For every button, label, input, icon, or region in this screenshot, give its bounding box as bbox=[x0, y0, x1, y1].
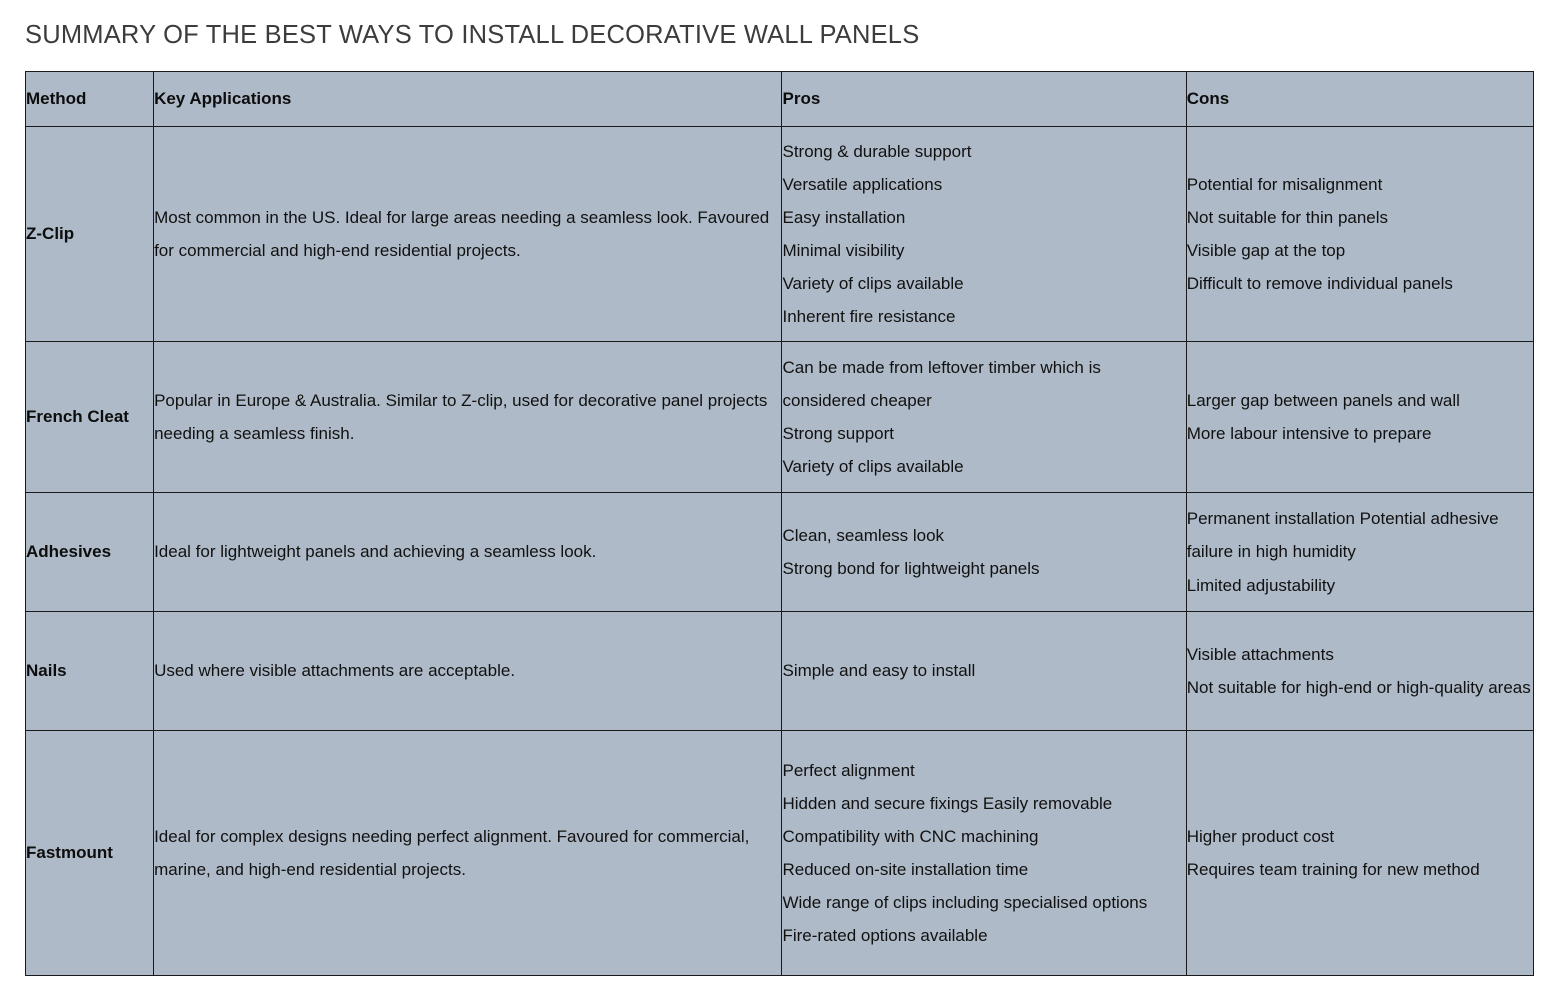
table-row bbox=[26, 342, 1534, 493]
table-header-row bbox=[26, 72, 1534, 127]
pros-item: Compatibility with CNC machining bbox=[782, 826, 1039, 846]
cell-cons bbox=[1186, 127, 1533, 342]
table-row bbox=[26, 127, 1534, 342]
pros-item: Variety of clips available bbox=[782, 457, 964, 477]
pros-item: Minimal visibility bbox=[782, 241, 905, 260]
cons-item: Difficult to remove individual panels bbox=[1186, 274, 1453, 294]
cell-method bbox=[26, 493, 154, 612]
column-header-applications[interactable]: Key Applications bbox=[154, 72, 782, 127]
pros-item: Can be made from leftover timber which is considered cheaper bbox=[782, 357, 1101, 410]
pros-item: Versatile applications bbox=[782, 174, 943, 194]
pros-item: Perfect alignment bbox=[782, 760, 915, 780]
cell-pros bbox=[782, 342, 1186, 493]
cell-cons bbox=[1186, 342, 1533, 493]
cell-applications bbox=[154, 612, 782, 731]
cell-cons bbox=[1186, 731, 1533, 976]
cell-applications bbox=[154, 731, 782, 976]
cell-cons bbox=[1186, 612, 1533, 731]
cell-cons bbox=[1186, 493, 1533, 612]
pros-item: Strong support bbox=[782, 424, 894, 443]
column-header-pros[interactable]: Pros bbox=[782, 72, 1186, 127]
summary-table bbox=[25, 71, 1534, 976]
cons-item: Permanent installation Potential adhesive failure in high humidity bbox=[1186, 509, 1499, 562]
pros-item: Fire-rated options available bbox=[782, 926, 988, 946]
cell-method bbox=[26, 731, 154, 976]
table-header bbox=[26, 72, 1534, 127]
applications-text: Ideal for complex designs needing perfect alignment. Favoured for commercial, marine, and high-end residential projects. bbox=[154, 826, 750, 879]
pros-item: Reduced on-site installation time bbox=[782, 860, 1029, 879]
pros-item: Strong bond for lightweight panels bbox=[782, 559, 1040, 578]
cons-item: Requires team training for new method bbox=[1186, 860, 1480, 879]
cell-method bbox=[26, 342, 154, 493]
cons-item: Limited adjustability bbox=[1186, 575, 1336, 595]
summary-table-container bbox=[25, 71, 1534, 976]
method-label: Adhesives bbox=[26, 542, 112, 562]
applications-text: Ideal for lightweight panels and achieving a seamless look. bbox=[154, 542, 597, 562]
cell-pros bbox=[782, 493, 1186, 612]
applications-text: Most common in the US. Ideal for large areas needing a seamless look. Favoured for commercial and high-end residential projects. bbox=[154, 207, 770, 260]
pros-item: Easy installation bbox=[782, 207, 906, 227]
pros-item: Strong & durable support bbox=[782, 141, 972, 161]
method-label: Z-Clip bbox=[26, 224, 75, 244]
cell-applications bbox=[154, 342, 782, 493]
table-row bbox=[26, 612, 1534, 731]
table-row bbox=[26, 731, 1534, 976]
cons-item: More labour intensive to prepare bbox=[1186, 424, 1432, 443]
cell-pros bbox=[782, 612, 1186, 731]
pros-item: Wide range of clips including specialised options bbox=[782, 893, 1148, 913]
table-row bbox=[26, 493, 1534, 612]
pros-item: Clean, seamless look bbox=[782, 525, 945, 545]
method-label: Nails bbox=[26, 661, 67, 681]
cons-item: Visible gap at the top bbox=[1186, 241, 1346, 260]
method-label: French Cleat bbox=[26, 407, 129, 427]
cell-pros bbox=[782, 127, 1186, 342]
pros-item: Inherent fire resistance bbox=[782, 307, 956, 327]
cons-item: Not suitable for thin panels bbox=[1186, 207, 1389, 227]
cons-item: Higher product cost bbox=[1186, 826, 1335, 846]
applications-text: Popular in Europe & Australia. Similar to Z-clip, used for decorative panel projects needing a seamless finish. bbox=[154, 390, 768, 443]
method-label: Fastmount bbox=[26, 843, 113, 863]
cell-pros bbox=[782, 731, 1186, 976]
cell-applications bbox=[154, 493, 782, 612]
cons-item: Visible attachments bbox=[1186, 644, 1334, 664]
pros-item: Simple and easy to install bbox=[782, 661, 976, 681]
cell-method bbox=[26, 127, 154, 342]
page-title: SUMMARY OF THE BEST WAYS TO INSTALL DECORATIVE WALL PANELS bbox=[25, 21, 920, 49]
pros-item: Hidden and secure fixings Easily removable bbox=[782, 793, 1113, 813]
cell-applications bbox=[154, 127, 782, 342]
table-body bbox=[26, 127, 1534, 976]
cons-item: Not suitable for high-end or high-quality areas bbox=[1186, 678, 1531, 697]
pros-item: Variety of clips available bbox=[782, 274, 964, 294]
applications-text: Used where visible attachments are acceptable. bbox=[154, 661, 516, 681]
cons-item: Larger gap between panels and wall bbox=[1186, 390, 1460, 410]
column-header-method[interactable]: Method bbox=[26, 72, 154, 127]
column-header-cons[interactable]: Cons bbox=[1186, 72, 1533, 127]
cell-method bbox=[26, 612, 154, 731]
cons-item: Potential for misalignment bbox=[1186, 174, 1383, 194]
